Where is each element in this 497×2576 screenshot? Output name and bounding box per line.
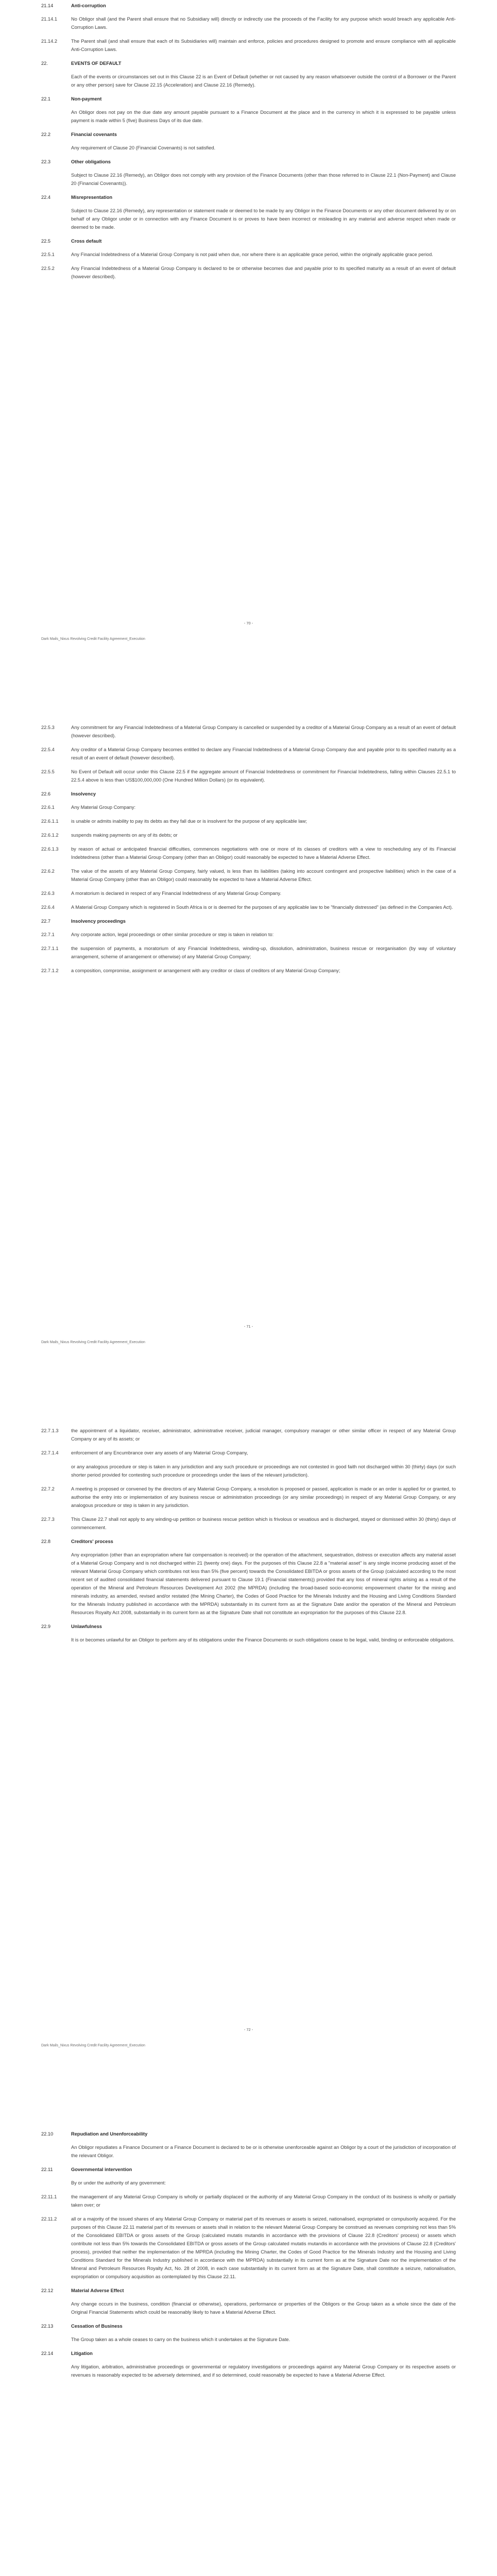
clause-text: The Parent shall (and shall ensure that each of its Subsidiaries will) maintain and enforce, policies and procedures designed to promote and ensure compliance with all applicable Anti-Corruption Laws. [71, 38, 456, 52]
clause-heading [41, 1538, 456, 1546]
clause-text: No Event of Default will occur under this Clause 22.5 if the aggregate amount of Financial Indebtedness or commitment for Financial Indebtedness, falling within Clauses 22.5.1 to 22.5.4 above is less than US$100,000,000 (One Hundred Million Dollars) (or its equivalent). [71, 769, 456, 783]
clause-heading [41, 238, 456, 246]
clause-number: 22.1 [41, 96, 51, 101]
clause [41, 38, 456, 54]
clause-number [41, 172, 71, 188]
clause-text: The value of the assets of any Material Group Company, fairly valued, is less than its liabilities (taking into account contingent and prospective liabilities) which in the case of a Material Group Company (other than an Obligor) could reasonably be expected to have a Material Adverse Effect. [71, 868, 456, 882]
clause-number: 21.14.1 [41, 16, 58, 22]
clause [41, 144, 456, 152]
clause-number: 22.7.1.4 [41, 1450, 59, 1455]
clause [41, 2179, 456, 2188]
clause-number [41, 109, 71, 125]
clause-number: 22.4 [41, 194, 51, 200]
clause-text: Any expropriation (other than an expropriation where fair compensation is received) or the operation of the attachment, sequestration, distress or execution affects any material asset of a Material Group Company and is not discharged within 21 (twenty one) days. For the purposes of this Clause 22.8 a "material asset" is any single income producing asset of the relevant Material Group Company which contributes not less than 5% (five percent) towards the Consolidated EBITDA or gross assets of the Group (calculated according to the most recent set of audited consolidated financial statements delivered pursuant to Clause 19.1 (Financial statements)) provided that any loss of mineral rights arising as a result of the operation of the Mineral and Petroleum Resources Development Act 2002 (the MPRDA) (including the broad-based socio-economic empowerment charter for the mining and minerals industry, as amended, revised and/or restated (the Mining Charter), the Codes of Good Practice for the Minerals Industry and the Housing and Living Conditions Standard for the Minerals Industry published in accordance with the MPRDA) substantially in its current form as at the Signature Date and/or the operation of the Mineral and Petroleum Resources Royalty Act 2008, substantially in its current form as at the Signature Date shall not constitute an expropriation for the purposes of this Clause 22.8. [71, 1552, 456, 1615]
clause-number: 22.7.3 [41, 1516, 55, 1522]
clause-text: Any corporate action, legal proceedings or other similar procedure or step is taken in relation to: [71, 931, 274, 937]
clause-text: Any creditor of a Material Group Company becomes entitled to declare any Financial Indebtedness of a Material Group Company due and payable prior to its specified maturity as a result of an event of default (however described). [71, 747, 456, 760]
clause-title: EVENTS OF DEFAULT [71, 60, 122, 66]
clause-text: all or a majority of the issued shares of any Material Group Company or material part of its revenues or assets is seized, nationalised, expropriated or compulsorily acquired. For the purposes of this Clause 22.11 material part of its revenues or assets shall in relation to the relevant Material Group Company be construed as revenues comprising not less than 5% of the Consolidated EBITDA or gross assets of the Group (calculated mutatis mutandis in accordance with the provisions of Clause 22.8 (Creditors' process) or assets which contribute not less than 5% towards the Consolidated EBITDA or gross assets of the Group calculated mutatis mutandis in accordance with the provisions of Clause 22.8 (Creditors' process), provided that neither the implementation of the MPRDA (including the Mining Charter, the Codes of Good Practice for the Minerals Industry and the Housing and Living Conditions Standard for the Minerals Industry published in accordance with the MPRDA) substantially in its current form as at the Signature Date nor the implementation of the Mineral and Petroleum Resources Royalty Act, No. 28 of 2008, in each case substantially in its current form as at the Signature Date, shall constitute a seizure, nationalisation, expropriation or compulsory acquisition as contemplated by this Clause 22.11. [71, 2216, 456, 2279]
clause-heading [41, 60, 456, 68]
clause-number: 21.14 [41, 3, 54, 8]
clause [41, 1485, 456, 1510]
clause-number: 22.7.2 [41, 1486, 55, 1492]
clause-text: a composition, compromise, assignment or arrangement with any creditor or class of creditors of any Material Group Company; [71, 968, 340, 973]
page-content [41, 2130, 456, 2385]
clause [41, 265, 456, 281]
clause-number [41, 2144, 71, 2160]
clause-text: is unable or admits inability to pay its debts as they fall due or is insolvent for the purpose of any applicable law; [71, 818, 307, 824]
clause [41, 2215, 456, 2281]
clause [41, 945, 456, 961]
clause-heading [41, 2130, 456, 2139]
clause-title: Unlawfulness [71, 1623, 102, 1629]
clause [41, 2193, 456, 2210]
clause [41, 1551, 456, 1617]
clause-text: the suspension of payments, a moratorium of any Financial Indebtedness, winding-up, dissolution, administration, business rescue or reorganisation (by way of voluntary arrangement, scheme of arrangement or otherwise) of any Material Group Company; [71, 945, 456, 959]
clause-heading [41, 2, 456, 10]
clause-number: 22.7.1.3 [41, 1428, 59, 1433]
clause [41, 172, 456, 188]
clause-heading [41, 1623, 456, 1631]
clause-number: 22.5 [41, 238, 51, 244]
clause-title: Other obligations [71, 159, 111, 164]
clause-heading [41, 95, 456, 104]
clause-number: 22.6.4 [41, 904, 55, 910]
clause-number: 22.11 [41, 2166, 53, 2172]
clause-number: 22.6.1.1 [41, 818, 59, 824]
clause [41, 1636, 456, 1645]
clause [41, 2300, 456, 2317]
footer-label: Dark Mails_Nixus Revolving Credit Facility Agreement_Execution [41, 1340, 145, 1344]
clause-number: 22.11.1 [41, 2194, 57, 2199]
clause-text: Any Financial Indebtedness of a Material Group Company is declared to be or otherwise becomes due and payable prior to its specified maturity as a result of an event of default (however described). [71, 265, 456, 279]
clause [41, 904, 456, 912]
clause [41, 832, 456, 840]
clause-title: Cessation of Business [71, 2323, 123, 2329]
clause-number [41, 1551, 71, 1617]
clause-text: The Group taken as a whole ceases to carry on the business which it undertakes at the Signature Date. [71, 2336, 290, 2342]
clause [41, 1427, 456, 1444]
clause-text: No Obligor shall (and the Parent shall ensure that no Subsidiary will) directly or indirectly use the proceeds of the Facility for any purpose which would breach any applicable Anti-Corruption Laws. [71, 16, 456, 30]
clause-title: Cross default [71, 238, 102, 244]
page-number: - 71 - [244, 1324, 253, 1329]
clause-title: Creditors' process [71, 1538, 113, 1544]
clause-number: 22.7.1.2 [41, 968, 59, 973]
clause [41, 207, 456, 232]
page-content [41, 2, 456, 287]
clause [41, 1463, 456, 1480]
clause-text: An Obligor does not pay on the due date any amount payable pursuant to a Finance Document at the place and in the currency in which it is expressed to be payable unless payment is made within 5 (five) Business Days of its due date. [71, 109, 456, 123]
document-page-72 [0, 1406, 497, 2110]
clause-text: the management of any Material Group Company is wholly or partially displaced or the authority of any Material Group Company in the conduct of its business is wholly or partially taken over; or [71, 2194, 456, 2208]
clause-heading [41, 2287, 456, 2295]
clause-number: 22.6.2 [41, 868, 55, 874]
clause-number: 22.14 [41, 2350, 54, 2356]
clause-text: suspends making payments on any of its debts; or [71, 832, 178, 838]
clause [41, 73, 456, 90]
clause-title: Repudiation and Unenforceability [71, 2131, 148, 2137]
clause-text: Any litigation, arbitration, administrative proceedings or governmental or regulatory investigations or proceedings against any Material Group Company or its respective assets or revenues is reasonably expected to be adversely determined, and if so determined, could reasonably be expected to have a Material Adverse Effect. [71, 2364, 456, 2378]
clause-number: 22.9 [41, 1623, 51, 1629]
clause-number [41, 2363, 71, 2380]
clause-heading [41, 2350, 456, 2358]
clause-title: Governmental intervention [71, 2166, 132, 2172]
clause-heading [41, 2323, 456, 2331]
clause [41, 1516, 456, 1532]
clause-title: Non-payment [71, 96, 102, 101]
clause-title: Litigation [71, 2350, 93, 2356]
clause-text: Any commitment for any Financial Indebtedness of a Material Group Company is cancelled or suspended by a creditor of a Material Group Company as a result of an event of default (however described). [71, 725, 456, 738]
clause [41, 746, 456, 762]
clause-heading [41, 790, 456, 799]
clause-title: Insolvency proceedings [71, 918, 126, 924]
page-number: - 72 - [244, 2027, 253, 2032]
clause-number: 21.14.2 [41, 38, 58, 44]
clause-number: 22.6.1.2 [41, 832, 59, 838]
footer-label: Dark Mails_Nixus Revolving Credit Facility Agreement_Execution [41, 637, 145, 641]
clause-text: Any requirement of Clause 20 (Financial Covenants) is not satisfied. [71, 145, 216, 150]
clause [41, 804, 456, 812]
page-content [41, 1427, 456, 1650]
clause-heading [41, 918, 456, 926]
clause [41, 1449, 456, 1458]
clause-text: Each of the events or circumstances set out in this Clause 22 is an Event of Default (whether or not caused by any reason whatsoever outside the control of a Borrower or the Parent or any other person) save for Clause 22.15 (Acceleration) and Clause 22.16 (Remedy). [71, 74, 456, 88]
clause-text: An Obligor repudiates a Finance Document or a Finance Document is declared to be or is otherwise unenforceable against an Obligor by a court of the jurisdiction of incorporation of the relevant Obligor. [71, 2144, 456, 2158]
page-number: - 70 - [244, 621, 253, 626]
clause-text: Subject to Clause 22.16 (Remedy), any representation or statement made or deemed to be made by any Obligor in the Finance Documents or any other document delivered by or on behalf of any Obligor under or in connection with any Finance Document is or proves to have been incorrect or misleading in any material and adverse respect when made or deemed to be made. [71, 208, 456, 230]
clause [41, 251, 456, 259]
clause-heading [41, 131, 456, 139]
clause-text: A meeting is proposed or convened by the directors of any Material Group Company, a resolution is proposed or passed, application is made or an order is applied for or granted, to authorise the entry into or implementation of any business rescue or administration proceedings (or any similar proceedings) in respect of any Material Group Company, or any analogous procedure or step is taken in any jurisdiction. [71, 1486, 456, 1508]
clause [41, 931, 456, 939]
clause-number: 22.5.2 [41, 265, 55, 271]
clause [41, 768, 456, 785]
clause-text: Any Material Group Company: [71, 804, 136, 810]
clause-number: 22.12 [41, 2287, 54, 2293]
clause-number [41, 1636, 71, 1645]
document-page-70 [0, 0, 497, 703]
clause-number: 22. [41, 60, 48, 66]
clause-number: 22.7.1 [41, 931, 55, 937]
page-content [41, 724, 456, 981]
clause-number: 22.6.1 [41, 804, 55, 810]
clause-text: By or under the authority of any government: [71, 2180, 166, 2185]
clause-number: 22.5.4 [41, 747, 55, 752]
clause [41, 967, 456, 975]
footer-label: Dark Mails_Nixus Revolving Credit Facility Agreement_Execution [41, 2043, 145, 2047]
clause [41, 868, 456, 884]
clause-text: A Material Group Company which is registered in South Africa is or is deemed for the purposes of any applicable law to be "financially distressed" (as defined in the Companies Act). [71, 904, 453, 910]
clause-number: 22.6 [41, 791, 51, 796]
clause-number [41, 207, 71, 232]
clause-number [41, 2179, 71, 2188]
clause-number: 22.13 [41, 2323, 54, 2329]
clause [41, 2336, 456, 2344]
clause [41, 2363, 456, 2380]
clause [41, 890, 456, 898]
clause-heading [41, 2166, 456, 2174]
clause-number: 22.8 [41, 1538, 51, 1544]
clause-number [41, 2300, 71, 2317]
clause [41, 109, 456, 125]
clause-title: Insolvency [71, 791, 96, 796]
clause-number: 22.10 [41, 2131, 54, 2137]
clause [41, 15, 456, 32]
clause-number [41, 1463, 71, 1480]
clause-text: It is or becomes unlawful for an Obligor to perform any of its obligations under the Finance Documents or such obligations cease to be legal, valid, binding or enforceable obligations. [71, 1637, 455, 1642]
clause-title: Misrepresentation [71, 194, 113, 200]
clause-text: Any Financial Indebtedness of a Material Group Company is not paid when due, nor where there is an applicable grace period, within the originally applicable grace period. [71, 251, 433, 257]
clause-number: 22.6.1.3 [41, 846, 59, 852]
clause-number: 22.5.5 [41, 769, 55, 774]
clause-number: 22.7 [41, 918, 51, 924]
clause-number [41, 144, 71, 152]
clause-text: enforcement of any Encumbrance over any assets of any Material Group Company, [71, 1450, 248, 1455]
clause-number [41, 2336, 71, 2344]
clause-text: the appointment of a liquidator, receiver, administrator, administrative receiver, judicial manager, compulsory manager or other similar officer in respect of any Material Group Company or any of its assets; or [71, 1428, 456, 1442]
clause [41, 818, 456, 826]
clause-heading [41, 158, 456, 166]
clause-title: Anti-corruption [71, 3, 106, 8]
clause-number: 22.11.2 [41, 2216, 57, 2222]
clause-text: or any analogous procedure or step is taken in any jurisdiction and any such procedure or proceedings are not contested in good faith not discharged within 30 (thirty) days (or such shorter period provided for contesting such procedure or proceedings under the laws of the relevant jurisdiction). [71, 1464, 456, 1478]
clause-text: This Clause 22.7 shall not apply to any winding-up petition or business rescue petition which is frivolous or vexatious and is discharged, stayed or dismissed within 30 (thirty) days of commencement. [71, 1516, 456, 1530]
clause-text: by reason of actual or anticipated financial difficulties, commences negotiations with one or more of its classes of creditors with a view to rescheduling any of its Financial Indebtedness (other than a Material Group Company (other than an Obligor) could reasonably be expected to have a Material Adverse Effect. [71, 846, 456, 860]
document-page-71 [0, 703, 497, 1406]
clause [41, 724, 456, 740]
clause-text: A moratorium is declared in respect of any Financial Indebtedness of any Material Group Company. [71, 890, 282, 896]
clause-number: 22.3 [41, 159, 51, 164]
clause-text: Any change occurs in the business, condition (financial or otherwise), operations, performance or properties of the Obligors or the Group taken as a whole since the date of the Original Financial Statements which could be reasonably likely to have a Material Adverse Effect. [71, 2301, 456, 2315]
clause-text: Subject to Clause 22.16 (Remedy), an Obligor does not comply with any provision of the Finance Documents (other than those referred to in Clause 22.1 (Non-Payment) and Clause 20 (Financial Covenants)). [71, 172, 456, 186]
clause-title: Material Adverse Effect [71, 2287, 124, 2293]
clause-number: 22.2 [41, 131, 51, 137]
clause-number [41, 73, 71, 90]
clause-title: Financial covenants [71, 131, 117, 137]
document-page-73 [0, 2110, 497, 2576]
clause-number: 22.5.3 [41, 725, 55, 730]
clause [41, 845, 456, 862]
clause-number: 22.5.1 [41, 251, 55, 257]
clause-number: 22.7.1.1 [41, 945, 59, 951]
clause-heading [41, 194, 456, 202]
clause-number: 22.6.3 [41, 890, 55, 896]
clause [41, 2144, 456, 2160]
